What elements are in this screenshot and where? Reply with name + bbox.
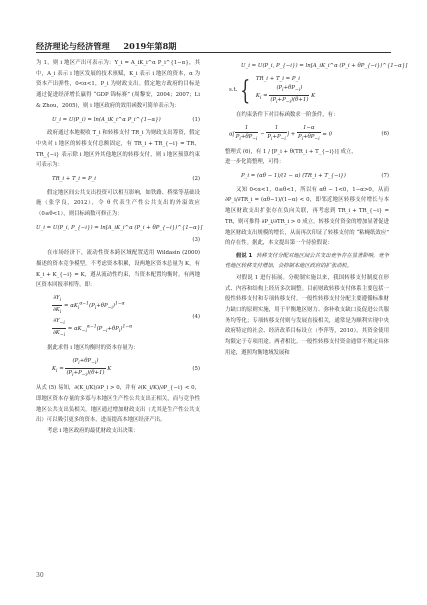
brace: { [240, 75, 251, 106]
constraint-1: TR_i + T_i = P_i [255, 75, 300, 82]
paragraph: 整理式 (6)，有 1 / [P_i + θ(TR_i + T_{−i})] 成立， [225, 148, 357, 155]
paragraph: 在市场经济下，流动性资本跨区域配置适用 Wildasin (2000) 描述的资本竞争模型。不考虑资本积累，设两地区资本总量为 K，有 K_i + K_{−i} = K，遵从流动性约束，当资本配置均衡时，有两地区资本回报率相等，即： [36, 250, 200, 289]
equation-8 [225, 171, 389, 182]
equation-body: TR_i + T_i = P_i [52, 176, 97, 183]
equation-number: (4) [192, 314, 200, 321]
paragraph: 为 1，则 i 地区产出可表示为：Y_i = A_iK_i^α P_i^{1−α}，其中，A_i 表示 i 地区发展的技术禀赋，K_i 表示 i 地区的资本，α 为资本产出弹性，0<α<1，P_i 为财政支出。假定地方政府的目标是通过促进经济增长赢得 “GDP 锦标赛” (周黎安，2004；2007；Li & Zhou，2005)，则 i 地区政府的效用函数可简单表示为： [36, 60, 200, 109]
equation-3-number-row [36, 235, 200, 246]
equation-number: (7) [381, 173, 389, 180]
journal-name: 经济理论与经济管理 [36, 41, 110, 51]
paragraph: 政府通过本地税收 T_i 和转移支付 TR_i 为财政支出筹资，假定中央对 i 地区的转移支付总额固定，有 TR_i + TR_{−i} = TR，TR_{−i} 表示除 i 地区外其他地区的转移支付，则 i 地区预算约束可表示为： [36, 130, 200, 169]
paragraph: 假定地区间公共支出投资可以相互影响，如铁路、桥梁等基础设施（张学良，2012），令 θ 代表生产性公共支出的外溢效应（0≤θ<1），则目标函数可修正为： [36, 189, 200, 218]
issue-label: 2019年第8期 [123, 41, 177, 51]
paragraph: 在约束条件下对目标函数求一阶条件，有： [236, 111, 339, 118]
hypothesis-text: 转移支付分配对地区间公共支出竞争存在显著影响，竞争性地区转移支付增加，会抑制本地区政府的扩张动机。 [225, 252, 389, 269]
equation-number: (2) [192, 176, 200, 183]
equation-number: (1) [192, 116, 200, 123]
hypothesis-label: 假说 1 [236, 252, 253, 259]
paragraph: 进一步化简整理，可得： [225, 159, 285, 166]
equation-4: $\frac{\partial Y_i}{\partial K_i}$ = $\alpha K_i^{\alpha-1}(P_i+\theta P_{-i})^{1-\alpha}$ $\frac{\partial Y_{-i}}{\partial K_{-i}}$ = $\alpha K_{-i}^{\alpha-1}(P_{-i}+\theta P_i)^{1-\alpha}$ (4) [53, 295, 200, 339]
equation-body: U_i = U(P_i, P_{−i}) = ln[A_iK_i^α (P_i + θP_{−i})^{1−α}] [36, 224, 203, 231]
paragraph: 据此求得 i 地区均衡时的资本存量为： [47, 345, 139, 352]
header-rule [36, 52, 391, 53]
equation-body: P_i = (αθ − 1)/(1 − α) (TR_i + T_{−i}) [241, 173, 346, 180]
running-header [36, 41, 176, 52]
equation-2 [36, 174, 200, 185]
paragraph: 从式 (5) 易知，∂(K_i/K)/∂P_i > 0，并有 ∂(K_i/K)/∂P_{−i} < 0，即地区资本存量的多寡与本地区生产性公共支出正相关，而与竞争性地区公共支出负相关。地区通过增加财政支出（尤其是生产性公共支出）可以吸引更多的资本，进而提高本地区经济产出。 [36, 385, 200, 424]
equation-6-objective [225, 61, 408, 72]
equation-6-constraints: s.t. { TR_i + T_i = P_i $K_i$ = $\frac{(P_i+\theta P_{-i})}{(P_i+P_{-i})(\theta+1)}$ K [225, 75, 389, 107]
left-column [36, 58, 203, 437]
equation-7: α[ $\frac{1}{P_i+\theta P_{-i}}$ − $\frac{1}{P_i+P_{-i}}$ ] + $\frac{1-\alpha}{P_i+\theta P_{-i}}$ = 0 (6) [229, 124, 389, 142]
equation-1 [36, 115, 200, 126]
paragraph: 考虑 i 地区政府的最优财政支出决策： [47, 428, 139, 435]
paragraph: 又知 0<α<1，0≤θ<1，所以有 αθ − 1<0，1−α>0，从而 ∂P_i/∂TR_i = (αθ−1)/(1−α) < 0，即邻近地区转移支付增长与本地区财政支出扩张存在负向关联，再考虑到 TR_i + TR_{−i} = TR，则可推得 ∂P_i/∂TR_i > 0 成立。转移支付资金的增加显著促进地区财政支出规模的增长，从而再次印证了转移支付的 “粘蝇纸效应” 的存在性。据此，本文提出第一个待验假说： [225, 186, 389, 247]
equation-body: U_i = U(P_i) = ln(A_iK_i^α P_i^{1−α}) [52, 116, 161, 123]
such-that-label: s.t. [229, 87, 238, 94]
equation-body: U_i = U(P_i, P_{−i}) = ln[A_iK_i^α (P_i + θP_{−i})^{1−α}] [241, 63, 408, 69]
equation-3 [36, 223, 203, 234]
equation-number: (6) [381, 130, 389, 137]
equation-number: (3) [192, 236, 200, 243]
page-number: 30 [36, 572, 44, 579]
paragraph: 对假说 1 进行拓展。分税制实施以来，我国转移支付制度在形式、内容和结构上经历多次调整。目前财政转移支付体系主要包括一般性转移支付和专项转移支付。一般性转移支付分配主要遵循标准财力缺口的原则实施，用于平衡地区财力、弥补收支缺口及促进公共服务均等化；专项转移支付则与发展直接相关，通常是为顺利实现中央政府特定的社会、经济改革目标设立（李萍等，2010）。其资金使用均限定于专项用途。两者相比，一般性转移支付资金通常不规定具体用途，遵照均衡地域发展和 [225, 274, 389, 356]
equation-5: $K_i$ = $\frac{(P_i+\theta P_{-i})}{(P_i+P_{-i})(\theta+1)}$ K (5) [52, 358, 200, 379]
hypothesis-1 [225, 251, 389, 271]
equation-number: (5) [192, 365, 200, 372]
right-column [225, 58, 408, 359]
